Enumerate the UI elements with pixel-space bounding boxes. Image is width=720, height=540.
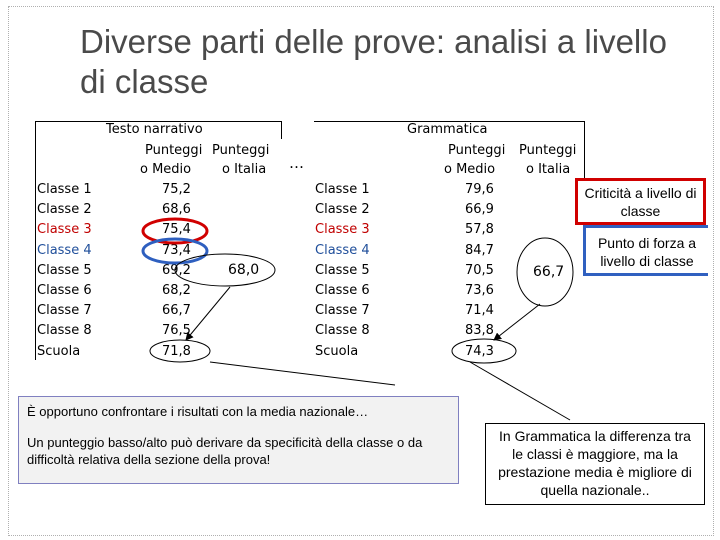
- right-scuola-ellipse: [452, 339, 516, 363]
- note-line2: Un punteggio basso/alto può derivare da specificità della classe o da difficoltà relativa della sezione della prova!: [27, 435, 423, 467]
- arrow-left: [186, 287, 230, 340]
- row-label: Classe 6: [37, 283, 92, 298]
- row-label: Classe 2: [37, 202, 92, 218]
- row-value: 66,9: [465, 202, 494, 218]
- row-label: Classe 5: [315, 262, 370, 278]
- row-value: 75,2: [162, 182, 191, 197]
- row-value: 69,2: [162, 262, 191, 278]
- arrow-right: [494, 304, 540, 340]
- right-header-italia-a: Punteggi: [519, 143, 577, 158]
- left-header-italia-a: Punteggi: [212, 143, 270, 158]
- criticita-text: Criticità a livello di classe: [584, 185, 697, 219]
- left-italy-ellipse: [175, 254, 275, 286]
- row-label: Classe 8: [37, 323, 92, 339]
- forza-callout: [583, 225, 708, 276]
- right-section-title: Grammatica: [407, 122, 488, 137]
- row-value: 71,8: [162, 343, 191, 359]
- right-italy-ellipse: [517, 238, 573, 306]
- row-label: Classe 4: [315, 242, 370, 258]
- row-value: 68,6: [162, 202, 191, 218]
- note-box: [18, 396, 459, 484]
- row-value: 73,4: [162, 242, 191, 258]
- row-label: Classe 2: [315, 202, 370, 218]
- note-line1: È opportuno confrontare i risultati con la media nazionale…: [27, 404, 369, 419]
- left-scuola-ellipse: [150, 340, 210, 362]
- row-value: 84,7: [465, 242, 494, 258]
- row-label: Classe 8: [315, 323, 370, 339]
- left-header-medio-a: Punteggi: [145, 143, 203, 158]
- row-value: 57,8: [465, 222, 494, 238]
- row-label: Classe 7: [315, 303, 370, 319]
- slide-title: Diverse parti delle prove: analisi a livello di classe: [80, 23, 667, 100]
- row-label: Classe 5: [37, 262, 92, 278]
- row-value: 74,3: [465, 343, 494, 359]
- right-italy-value: 66,7: [533, 264, 565, 280]
- row-value: 68,2: [162, 283, 191, 298]
- row-label: Classe 1: [37, 182, 92, 197]
- row-value: 75,4: [162, 222, 191, 238]
- right-header-italia-b: o Italia: [526, 162, 571, 177]
- row-label: Classe 4: [37, 242, 92, 258]
- row-value: 73,6: [465, 283, 494, 298]
- row-label: Classe 6: [315, 283, 370, 298]
- left-italy-value: 68,0: [228, 262, 260, 278]
- row-value: 79,6: [465, 182, 494, 197]
- row-value: 66,7: [162, 303, 191, 319]
- left-header-medio-b: o Medio: [140, 162, 192, 177]
- left-section-title: Testo narrativo: [106, 122, 203, 137]
- right-header-medio-a: Punteggi: [448, 143, 506, 158]
- row-label: Classe 7: [37, 303, 92, 319]
- row-value: 71,4: [465, 303, 494, 319]
- row-value: 70,5: [465, 262, 494, 278]
- row-value: 76,5: [162, 323, 191, 339]
- row-label: Scuola: [37, 343, 81, 359]
- connector-right: [470, 362, 570, 420]
- forza-text: Punto di forza a livello di classe: [597, 235, 697, 269]
- left-header-italia-b: o Italia: [222, 162, 267, 177]
- row-label: Scuola: [315, 343, 359, 359]
- row-label: Classe 3: [315, 222, 370, 238]
- ellipsis: …: [289, 154, 304, 172]
- criticita-callout: [575, 178, 706, 225]
- grammatica-note: [485, 423, 705, 505]
- row-label: Classe 1: [315, 182, 370, 197]
- row-label: Classe 3: [37, 222, 92, 238]
- row-value: 83,8: [465, 323, 494, 339]
- connector-left: [210, 362, 395, 385]
- right-header-medio-b: o Medio: [444, 162, 496, 177]
- grammatica-note-text: In Grammatica la differenza tra le classi è maggiore, ma la prestazione media è migliore di quella nazionale..: [498, 428, 692, 498]
